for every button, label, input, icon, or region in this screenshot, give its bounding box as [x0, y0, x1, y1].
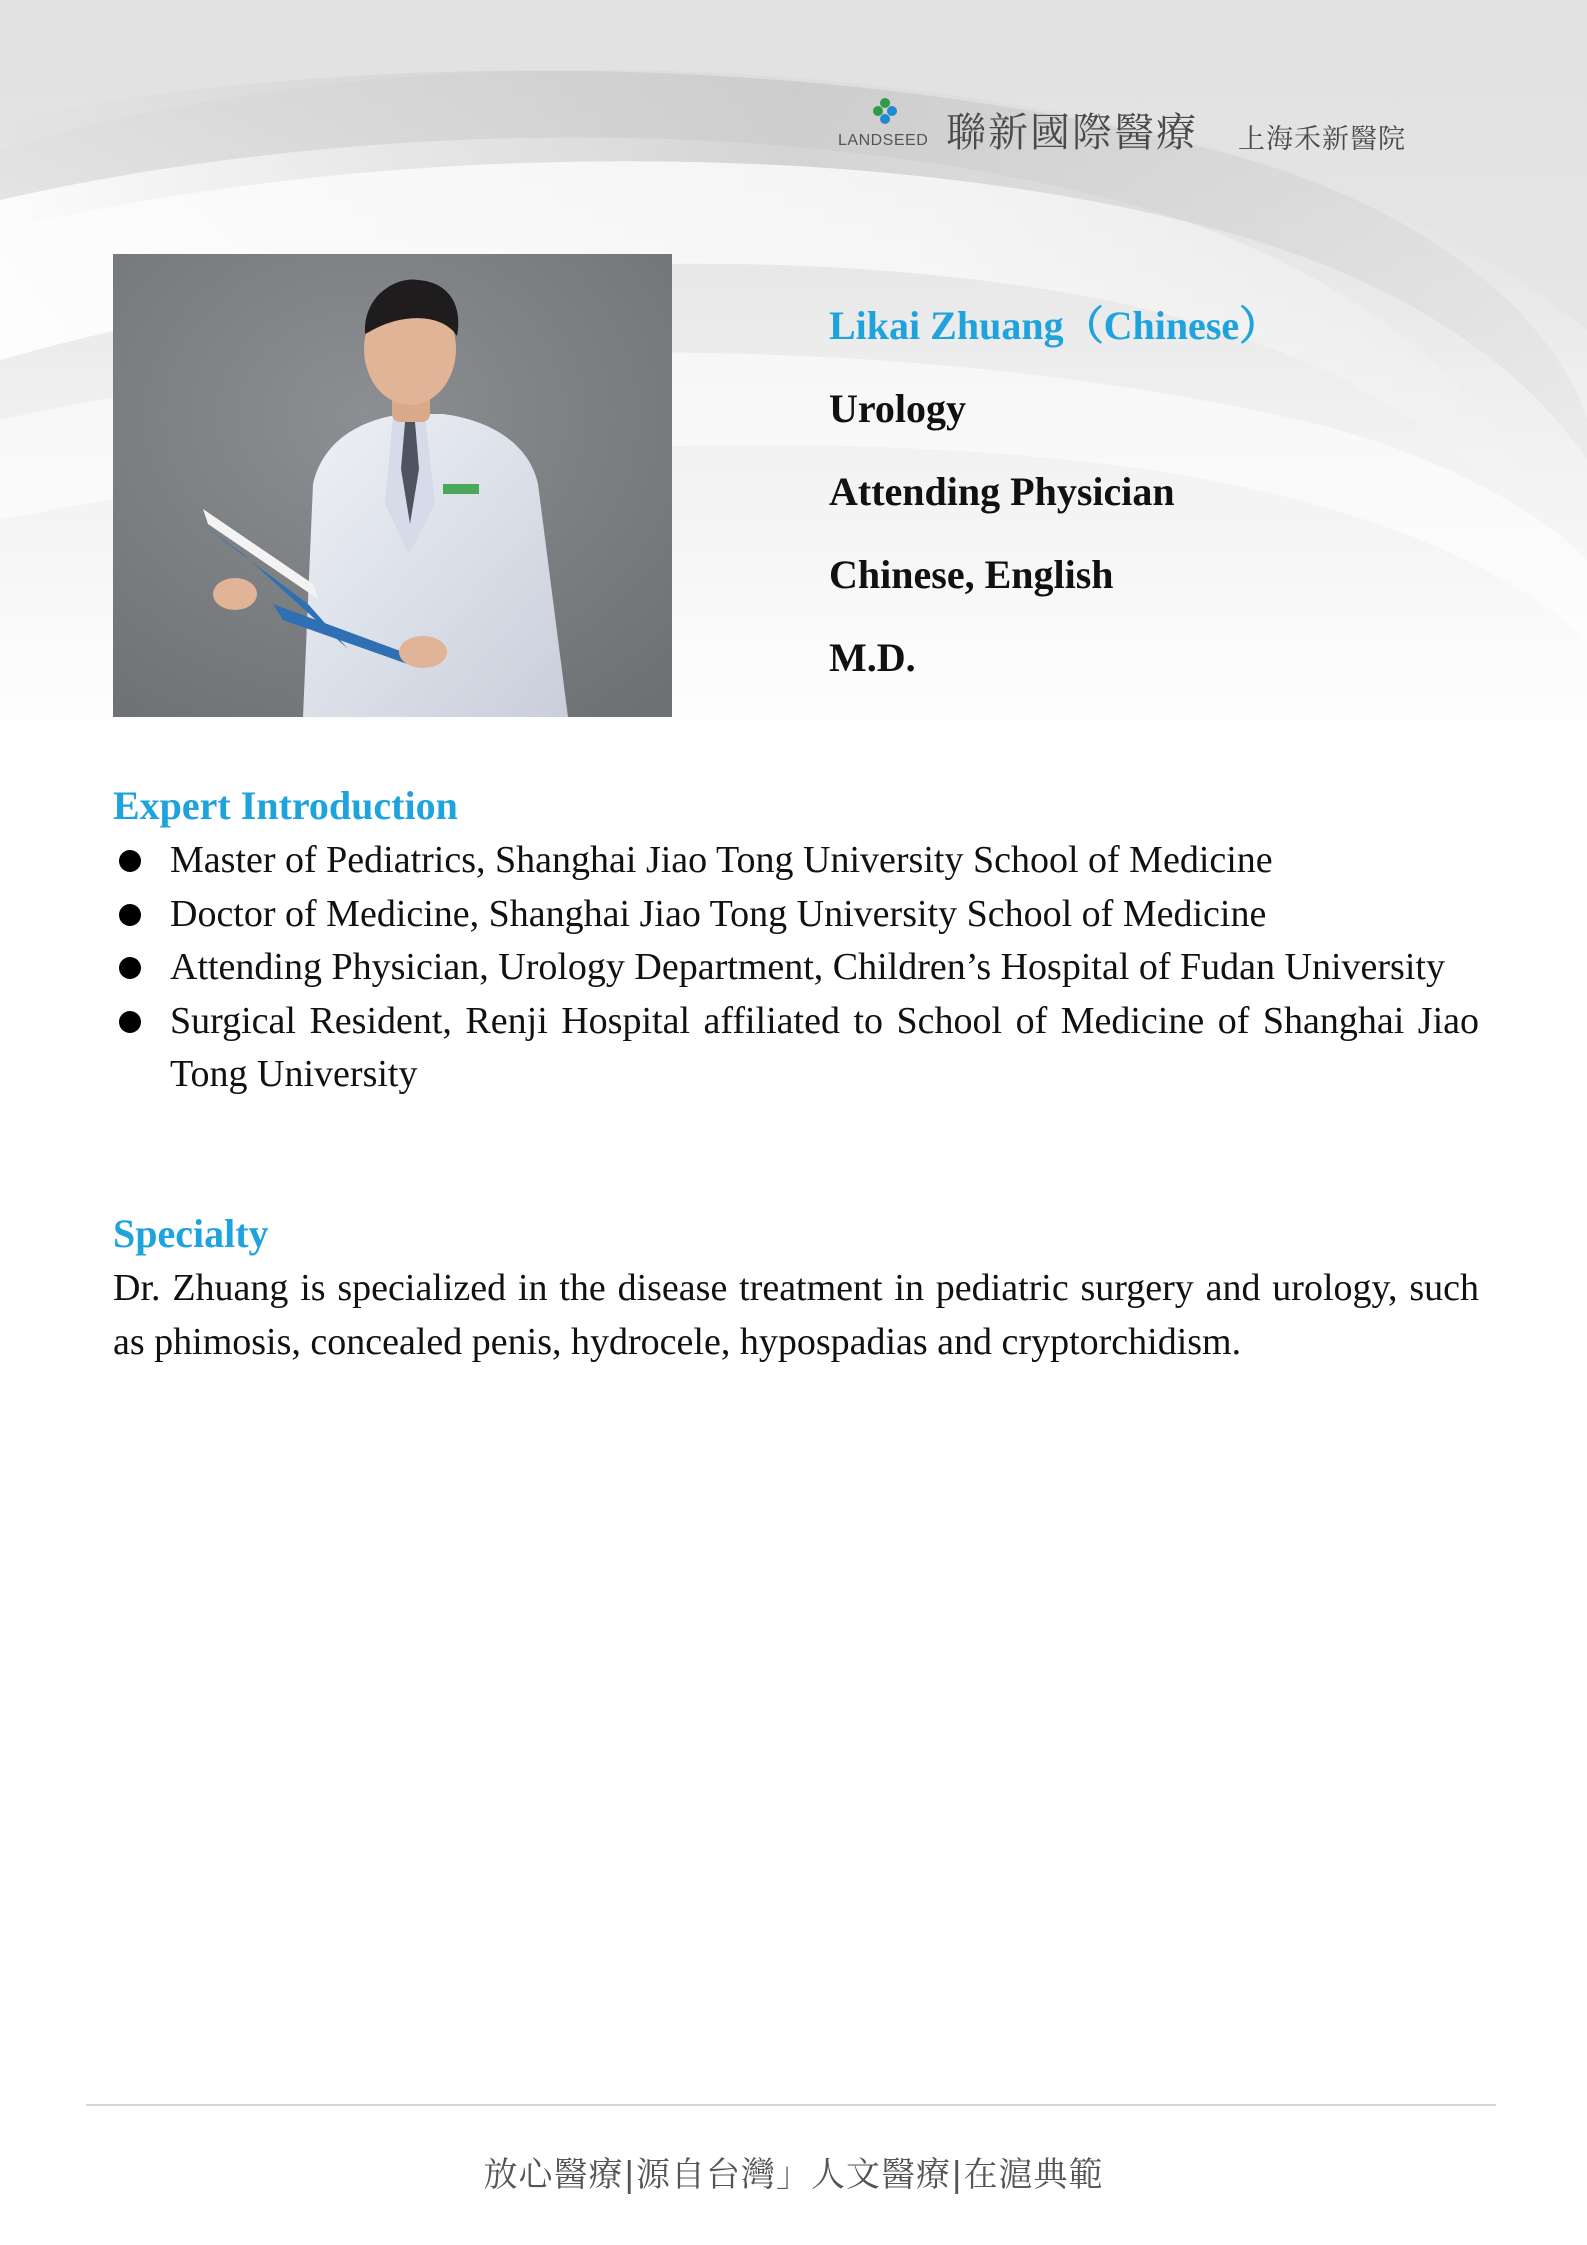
- doctor-photo: [113, 254, 672, 717]
- doctor-department: Urology: [829, 386, 967, 431]
- list-item: [113, 941, 1479, 995]
- specialty-section: [113, 1208, 1479, 1369]
- bullet-icon: [119, 850, 141, 872]
- list-item-text: Attending Physician, Urology Department, Children’s Hospital of Fudan University: [170, 946, 1445, 988]
- bullet-icon: [119, 1011, 141, 1033]
- logo-english-text: LANDSEED: [838, 132, 929, 149]
- logo-hospital-subtitle: 上海禾新醫院: [1238, 124, 1406, 155]
- expert-introduction-list: [113, 834, 1479, 1102]
- bullet-icon: [119, 957, 141, 979]
- list-item: [113, 995, 1479, 1102]
- list-item-text: Master of Pediatrics, Shanghai Jiao Tong University School of Medicine: [170, 839, 1273, 881]
- doctor-degree: M.D.: [829, 635, 916, 680]
- footer-slogan: 放心醫療|源自台灣」人文醫療|在滬典範: [483, 2155, 1104, 2195]
- doctor-languages: Chinese, English: [829, 552, 1114, 597]
- specialty-text: Dr. Zhuang is specialized in the disease treatment in pediatric surgery and urology, such as phimosis, concealed penis, hydrocele, hypospadias and cryptorchidism.: [113, 1267, 1479, 1363]
- expert-introduction-section: [113, 780, 1479, 1102]
- logo-chinese-text: 聯新國際醫療: [946, 110, 1198, 156]
- list-item: [113, 888, 1479, 942]
- list-item-text: Surgical Resident, Renji Hospital affiliated to School of Medicine of Shanghai Jiao Tong University: [170, 999, 1479, 1095]
- footer-divider: [86, 2104, 1496, 2106]
- hospital-logo: [838, 95, 1448, 155]
- bullet-icon: [119, 904, 141, 926]
- doctor-name: Likai Zhuang（Chinese）: [829, 303, 1280, 348]
- specialty-heading: Specialty: [113, 1211, 269, 1256]
- list-item: [113, 834, 1479, 888]
- list-item-text: Doctor of Medicine, Shanghai Jiao Tong University School of Medicine: [170, 892, 1267, 935]
- doctor-profile: [829, 303, 1509, 721]
- doctor-title: Attending Physician: [829, 469, 1175, 514]
- expert-introduction-heading: Expert Introduction: [113, 783, 458, 828]
